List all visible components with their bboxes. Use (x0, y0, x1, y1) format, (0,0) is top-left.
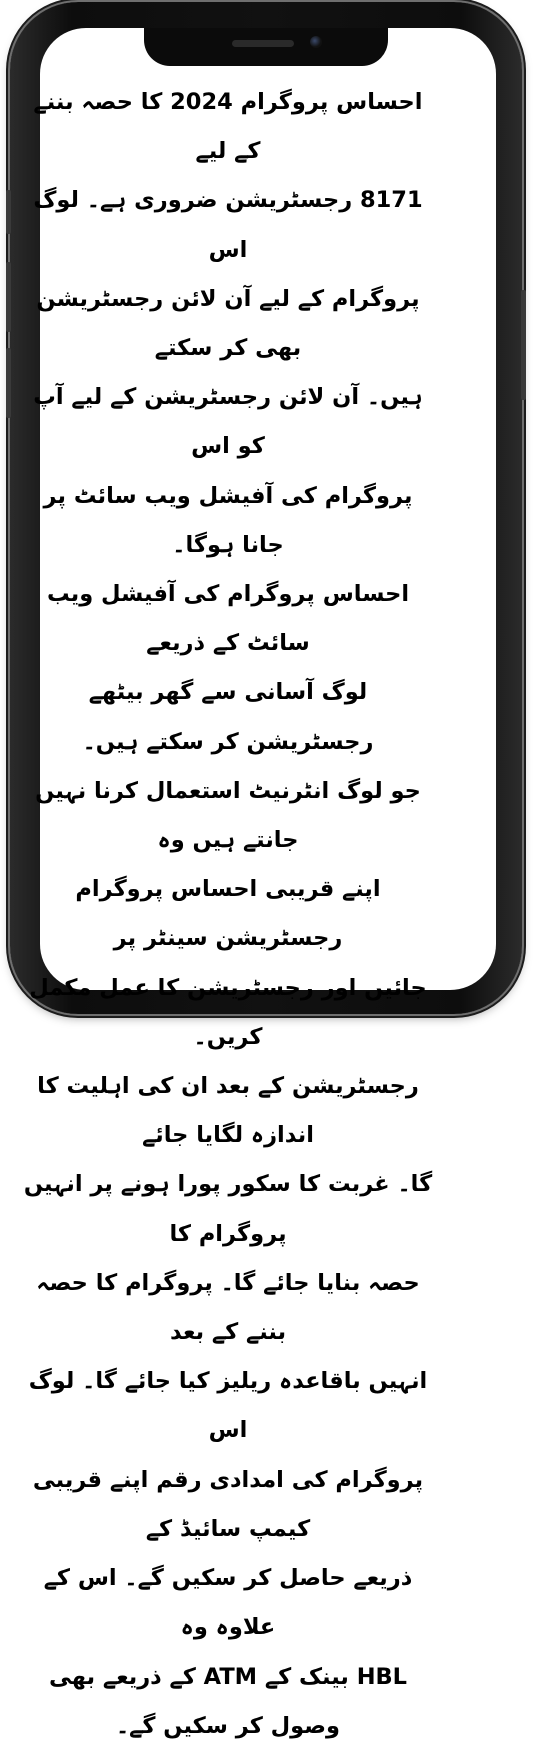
article-text: احساس پروگرام 2024 کا حصہ بننے کے لیے 8171 رجسٹریشن ضروری ہے۔ لوگ اس پروگرام کے لیے آن لائن رجسٹریشن بھی کر سکتے ہیں۔ آن لائن رجسٹریشن کے لیے آپ کو اس پروگرام کی آفیشل ویب سائٹ پر جانا ہوگا۔ احساس پروگرام کی آفیشل ویب سائٹ کے ذریعے لوگ آسانی سے گھر بیٹھے رجسٹریشن کر سکتے ہیں۔ جو لوگ انٹرنیٹ استعمال کرنا نہیں جانتے ہیں وہ اپنے قریبی احساس پروگرام رجسٹریشن سینٹر پر جائیں اور رجسٹریشن کا عمل مکمل کریں۔ رجسٹریشن کے بعد ان کی اہلیت کا اندازہ لگایا جائے گا۔ غربت کا سکور پورا ہونے پر انہیں پروگرام کا حصہ بنایا جائے گا۔ پروگرام کا حصہ بننے کے بعد انہیں باقاعدہ ریلیز کیا جائے گا۔ لوگ اس پروگرام کی امدادی رقم اپنے قریبی کیمپ سائیڈ کے ذریعے حاصل کر سکیں گے۔ اس کے علاوہ وہ HBL بینک کے ATM کے ذریعے بھی وصول کر سکیں گے۔ (23, 89, 433, 1739)
notch (144, 28, 388, 66)
volume-up-button (6, 262, 11, 332)
volume-down-button (6, 348, 11, 418)
speaker-grille (232, 40, 294, 47)
mute-switch (6, 190, 11, 234)
power-button (521, 290, 526, 400)
front-camera-icon (310, 36, 322, 48)
